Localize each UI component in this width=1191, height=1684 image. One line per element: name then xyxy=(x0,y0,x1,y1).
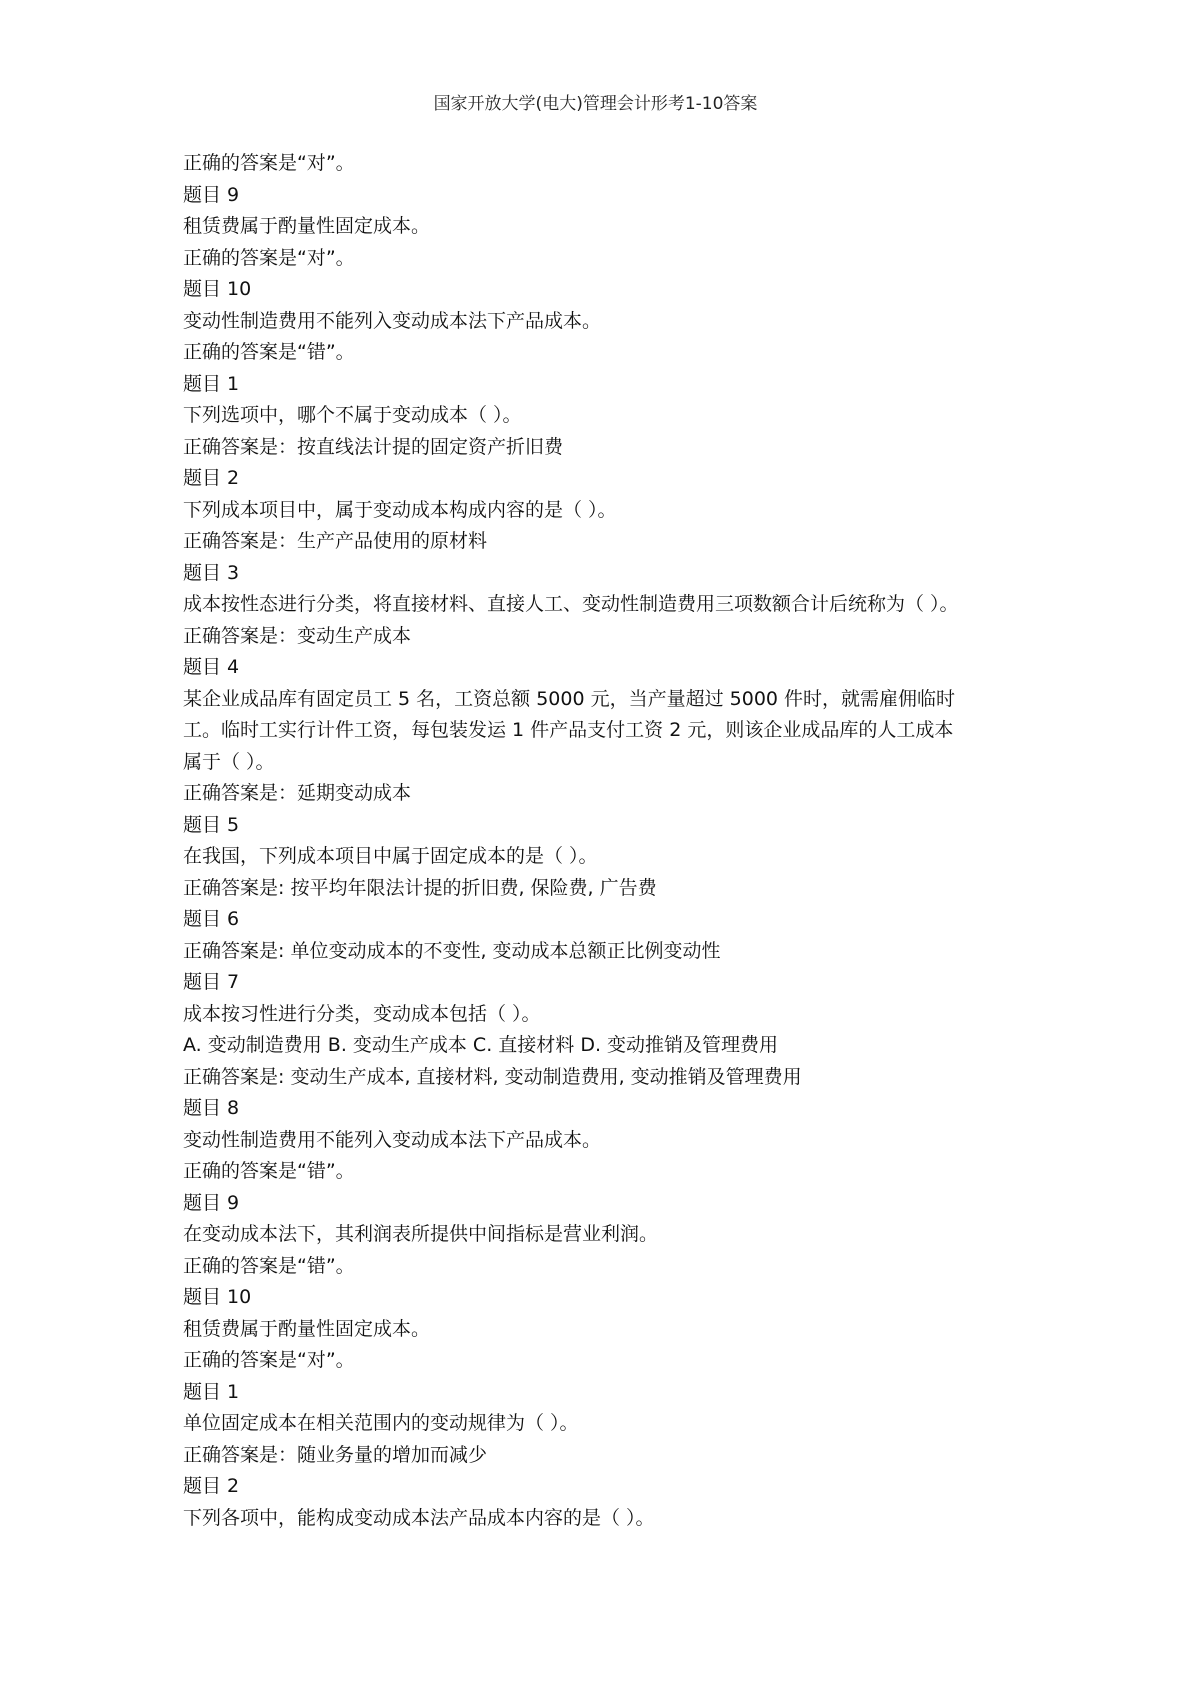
question-text: 下列各项中，能构成变动成本法产品成本内容的是（ ）。 xyxy=(183,1506,655,1529)
answer-line: 正确的答案是“错”。 xyxy=(183,341,355,363)
question-number: 题目 10 xyxy=(183,278,252,300)
question-text: 成本按习性进行分类，变动成本包括（ ）。 xyxy=(183,1002,541,1025)
question-number: 题目 9 xyxy=(183,1191,240,1214)
question-number: 题目 8 xyxy=(183,1097,240,1119)
question-number: 题目 5 xyxy=(183,813,240,836)
question-text: 租赁费属于酌量性固定成本。 xyxy=(183,215,431,237)
document-body xyxy=(183,148,1043,1534)
question-text: 属于（ ）。 xyxy=(183,750,275,773)
option-line: A. 变动制造费用 B. 变动生产成本 C. 直接材料 D. 变动推销及管理费用 xyxy=(183,1034,779,1056)
question-text: 租赁费属于酌量性固定成本。 xyxy=(183,1317,431,1340)
question-text: 成本按性态进行分类，将直接材料、直接人工、变动性制造费用三项数额合计后统称为（ ）。 xyxy=(183,593,959,615)
question-text: 下列选项中，哪个不属于变动成本（ ）。 xyxy=(183,404,522,426)
question-number: 题目 9 xyxy=(183,183,240,206)
question-text: 在我国，下列成本项目中属于固定成本的是（ ）。 xyxy=(183,845,598,867)
question-text: 在变动成本法下，其利润表所提供中间指标是营业利润。 xyxy=(183,1223,659,1245)
answer-line: 正确答案是: 变动生产成本, 直接材料, 变动制造费用, 变动推销及管理费用 xyxy=(183,1065,802,1088)
answer-line: 正确答案是: 按平均年限法计提的折旧费, 保险费, 广告费 xyxy=(183,876,657,899)
answer-line: 正确答案是：按直线法计提的固定资产折旧费 xyxy=(183,435,564,458)
page-title: 国家开放大学(电大)管理会计形考1-10答案 xyxy=(433,94,758,114)
answer-line: 正确答案是：延期变动成本 xyxy=(183,782,412,804)
question-text: 变动性制造费用不能列入变动成本法下产品成本。 xyxy=(183,1128,602,1151)
answer-line: 正确答案是：生产产品使用的原材料 xyxy=(183,530,488,552)
question-number: 题目 10 xyxy=(183,1286,252,1308)
answer-line: 正确的答案是“错”。 xyxy=(183,1254,355,1277)
answer-line: 正确答案是：随业务量的增加而减少 xyxy=(183,1443,488,1466)
question-number: 题目 3 xyxy=(183,561,240,584)
question-number: 题目 4 xyxy=(183,656,240,678)
question-text: 下列成本项目中，属于变动成本构成内容的是（ ）。 xyxy=(183,498,617,521)
question-text: 变动性制造费用不能列入变动成本法下产品成本。 xyxy=(183,309,602,332)
question-text: 某企业成品库有固定员工 5 名，工资总额 5000 元，当产量超过 5000 件时，就需雇佣临时 xyxy=(183,687,956,710)
answer-line: 正确的答案是“对”。 xyxy=(183,152,355,174)
answer-line: 正确答案是: 单位变动成本的不变性, 变动成本总额正比例变动性 xyxy=(183,939,721,962)
answer-line: 正确答案是：变动生产成本 xyxy=(183,624,412,647)
question-number: 题目 1 xyxy=(183,372,240,395)
question-number: 题目 7 xyxy=(183,971,240,993)
question-number: 题目 1 xyxy=(183,1380,240,1403)
question-text: 工。临时工实行计件工资，每包装发运 1 件产品支付工资 2 元，则该企业成品库的人工成本 xyxy=(183,719,954,741)
answer-line: 正确的答案是“对”。 xyxy=(183,246,355,269)
answer-line: 正确的答案是“错”。 xyxy=(183,1160,355,1182)
answer-line: 正确的答案是“对”。 xyxy=(183,1349,355,1371)
question-text: 单位固定成本在相关范围内的变动规律为（ ）。 xyxy=(183,1412,579,1434)
question-number: 题目 6 xyxy=(183,908,240,930)
question-number: 题目 2 xyxy=(183,1475,240,1497)
question-number: 题目 2 xyxy=(183,467,240,489)
